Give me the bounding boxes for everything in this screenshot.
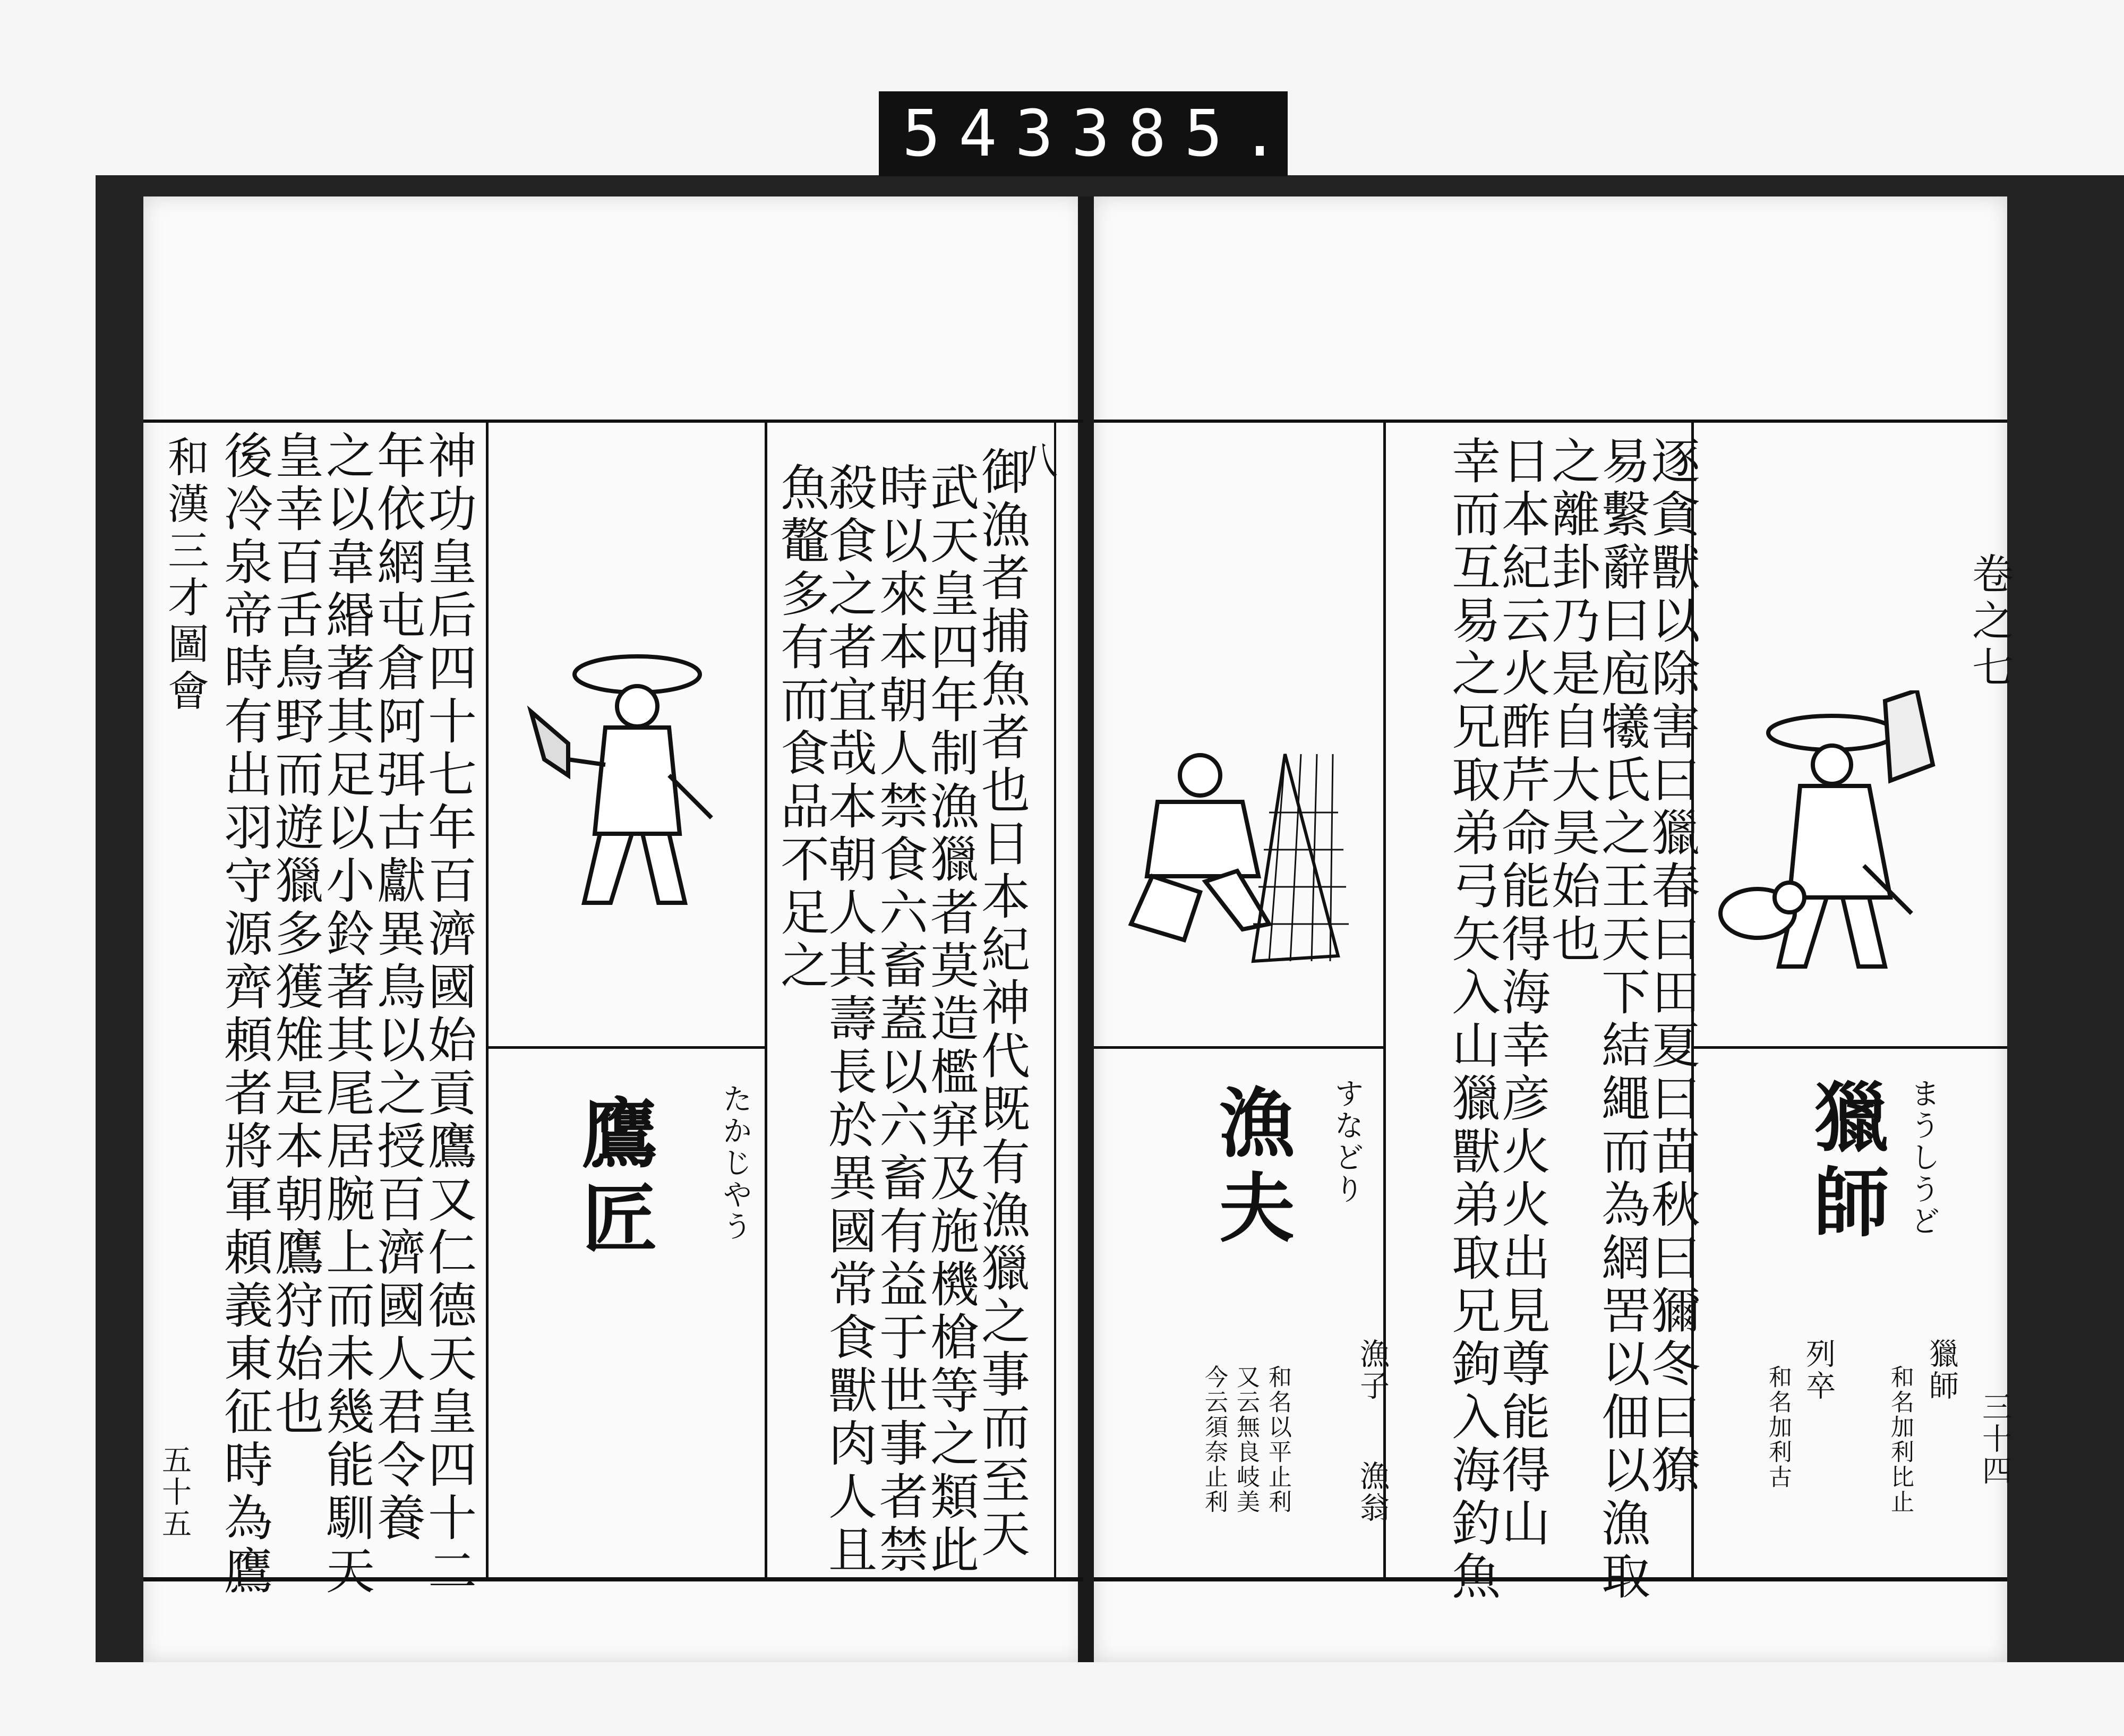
right-text-col-3: 之離卦乃是自大昊始也 [1544, 435, 1600, 967]
right-image-box-bottom-b [1694, 1046, 2007, 1049]
fisherman-illustration [1110, 733, 1365, 1009]
hunter-illustration [1710, 690, 1975, 1020]
right-text-col-5: 幸而互易之兄取弟弓矢入山獵獸弟取兄鉤入海釣魚 [1444, 435, 1501, 1604]
left-text-col-5: 魚鼇多有而食品不足之 [773, 462, 829, 993]
right-text-col-1: 逐貪獸以除害曰獵春曰田夏曰苗秋曰獮冬曰獠 [1643, 435, 1700, 1498]
note-a-4: 又云無良岐美 [1232, 1365, 1260, 1515]
left-divider-2 [765, 420, 767, 1577]
right-bottom-rule [1094, 1577, 2007, 1581]
heading-ryoshi-kana: まうしうど [1906, 1078, 1940, 1237]
right-margin-page: 三十四 [1977, 1391, 2012, 1487]
book-edge-right [2007, 196, 2124, 1662]
falconer-illustration [520, 627, 733, 956]
right-top-rule [1094, 420, 2007, 423]
left-top-rule [143, 420, 1083, 423]
heading-takajo: 鷹匠 [569, 1094, 657, 1264]
right-image-box-bottom-a [1094, 1046, 1383, 1049]
archive-label [879, 91, 1297, 176]
note-a-5: 今云須奈止利 [1201, 1365, 1228, 1515]
note-b-2: 和名加利比止 [1887, 1365, 1914, 1515]
right-divider-1 [1383, 420, 1386, 1577]
book-gutter [1078, 196, 1094, 1662]
heading-takajo-kana: たかじやう [718, 1083, 752, 1243]
left-text-col-1: 御漁者捕魚者也日本紀神代既有漁獵之事而至天 [973, 446, 1030, 1561]
left-margin-page: 五十五 [157, 1444, 192, 1540]
right-margin-title: 卷之七 [1965, 552, 2013, 692]
left-body-col-1: 神功皇后四十七年百濟國始貢鷹又仁德天皇四十二 [420, 430, 477, 1598]
left-bottom-rule [143, 1577, 1083, 1581]
left-text-col-3: 時以來本朝人禁食六畜蓋以六畜有益于世事者禁 [871, 462, 928, 1577]
book-edge-left [96, 196, 146, 1662]
left-body-col-4: 皇幸百舌鳥野而遊獵多獲雉是本朝鷹狩始也 [267, 430, 324, 1439]
heading-gyofu: 漁夫 [1206, 1083, 1295, 1253]
note-a-2: 漁翁 [1355, 1460, 1390, 1524]
note-a-1: 漁子 [1355, 1338, 1390, 1402]
archive-label-right: 385. [1071, 97, 1297, 171]
left-body-col-3: 之以韋緡著其足以小鈴著其尾居腕上而未幾能馴天 [318, 430, 375, 1598]
right-text-col-4: 日本紀云火酢芹命能得海幸彦火火出見尊能得山 [1494, 435, 1551, 1551]
note-b-1: 獵師 [1924, 1338, 1959, 1402]
note-a-3: 和名以平止利 [1264, 1365, 1291, 1515]
left-body-col-5: 後冷泉帝時有出羽守源齊頼者將軍頼義東征時為鷹 [216, 430, 273, 1598]
right-text-col-2: 易繫辭曰庖犧氏之王天下結繩而為網罟以佃以漁取 [1594, 435, 1650, 1604]
archive-label-left: 543 [902, 97, 1072, 171]
heading-ryoshi: 獵師 [1801, 1078, 1889, 1248]
note-b-4: 和名加利古 [1765, 1365, 1792, 1490]
left-text-col-2: 武天皇四年制漁獵者莫造檻穽及施機槍等之類此 [922, 462, 979, 1577]
note-b-3: 列卒 [1801, 1338, 1836, 1402]
left-divider-1 [486, 420, 489, 1577]
section-marker: 八 [1021, 439, 1058, 483]
left-margin-title: 和漢三才圖會 [161, 435, 209, 716]
left-text-col-4: 殺食之者宜哉本朝人其壽長於異國常食獸肉人且 [820, 462, 877, 1577]
left-image-box-bottom [486, 1046, 765, 1049]
heading-gyofu-kana: すなどり [1330, 1078, 1364, 1205]
left-right-rule [1054, 420, 1056, 1577]
left-body-col-2: 年依網屯倉阿弭古獻異鳥以之授百濟國人君令養 [369, 430, 426, 1545]
